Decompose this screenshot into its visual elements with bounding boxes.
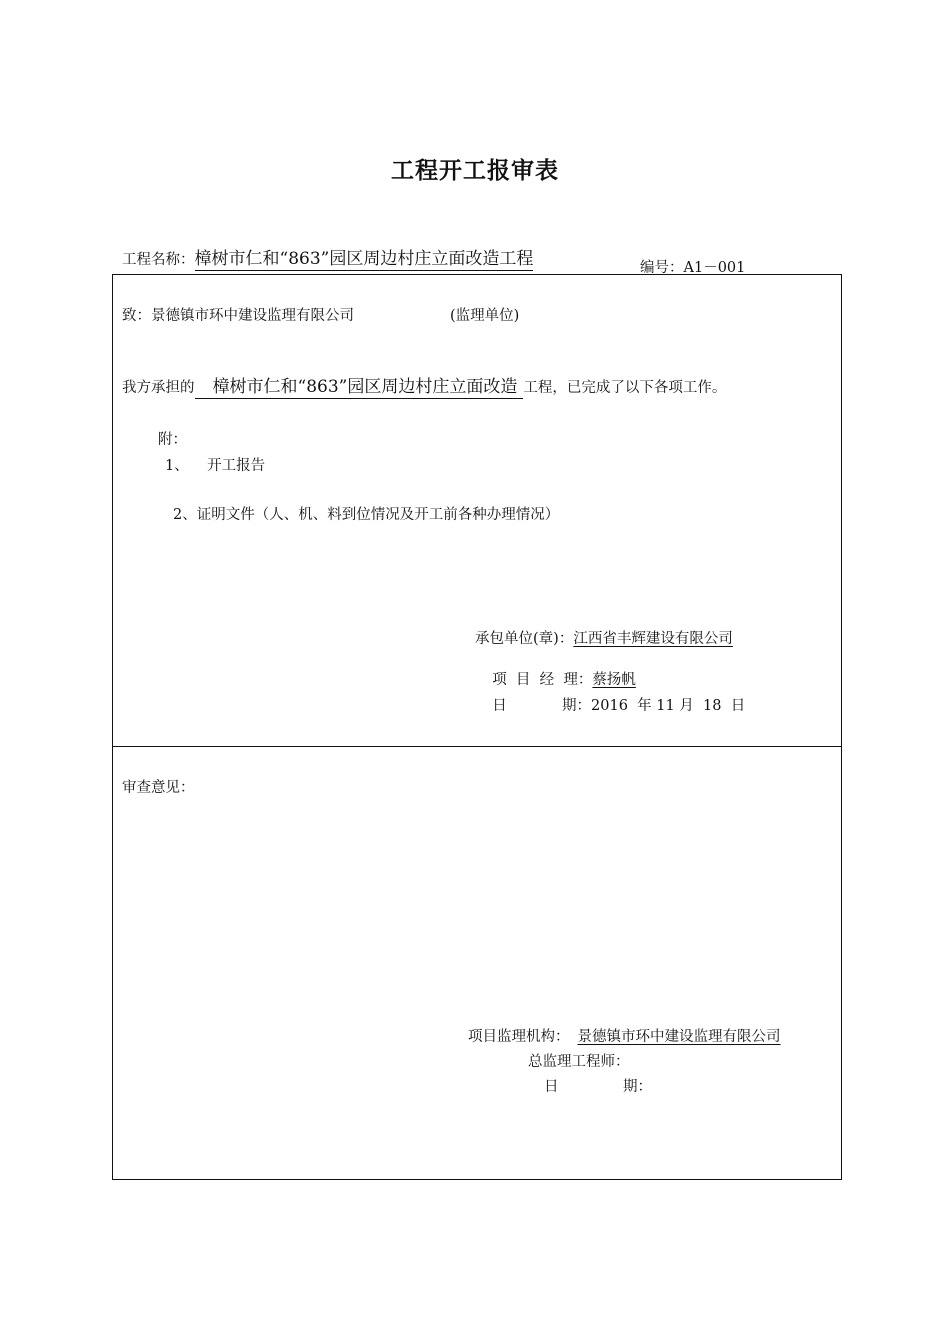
statement-row [122, 376, 726, 399]
to-label: 致： [122, 308, 151, 324]
project-label: 工程名称： [122, 252, 195, 268]
project-name: 樟树市仁和“863”园区周边村庄立面改造工程 [194, 249, 534, 269]
attachment-item-1: 1、 开工报告 [165, 458, 266, 474]
review-section [112, 745, 842, 1180]
page-title: 工程开工报审表 [391, 157, 559, 184]
manager-value: 蔡扬帆 [592, 672, 636, 688]
contractor-label: 承包单位(章)： [475, 631, 574, 647]
statement-prefix: 我方承担的 [122, 380, 195, 396]
number-label: 编号： [640, 260, 684, 276]
org-label: 项目监理机构： [468, 1029, 570, 1045]
manager-label: 项 目 经 理： [492, 672, 593, 688]
to-value: 景德镇市环中建设监理有限公司 [151, 308, 354, 324]
attachment-label: 附： [158, 432, 187, 448]
supervision-org-row [468, 1025, 781, 1046]
recipient-row [122, 304, 354, 325]
contractor-value: 江西省丰辉建设有限公司 [573, 631, 733, 647]
number-value: A1－001 [683, 260, 746, 276]
project-name-row [122, 248, 533, 271]
to-suffix: (监理单位) [450, 308, 520, 324]
review-label: 审查意见： [122, 780, 195, 796]
statement-suffix: 工程，已完成了以下各项工作。 [523, 380, 727, 396]
date-label: 日 期： [492, 698, 592, 714]
review-date-label: 日 期： [544, 1079, 653, 1095]
statement-project: 樟树市仁和“863”园区周边村庄立面改造 [195, 378, 524, 399]
attachment-item-2: 2、证明文件（人、机、料到位情况及开工前各种办理情况） [173, 507, 560, 523]
date-row [483, 678, 745, 715]
org-value: 景德镇市环中建设监理有限公司 [577, 1029, 781, 1045]
contractor-row [475, 627, 733, 648]
date-value: 2016 年 11 月 18 日 [591, 698, 746, 714]
chief-engineer-label: 总监理工程师： [528, 1054, 630, 1070]
